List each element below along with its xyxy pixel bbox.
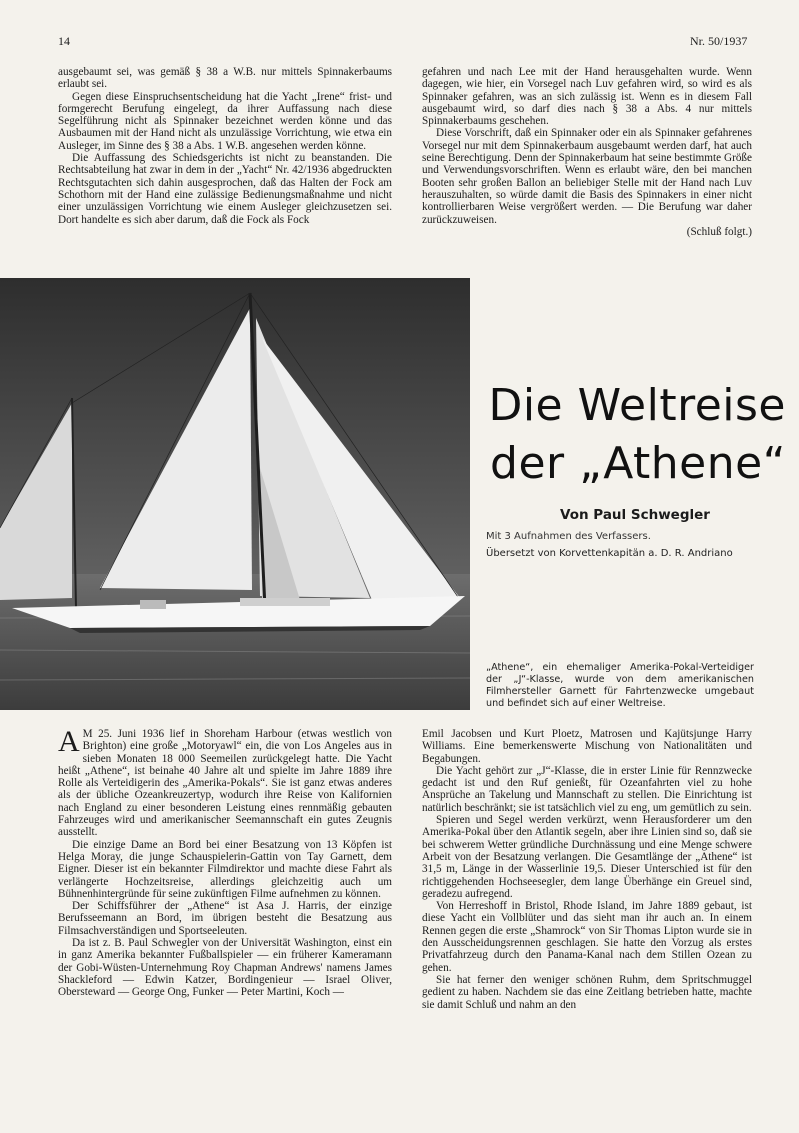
paragraph: Emil Jacobsen und Kurt Ploetz, Matrosen und Kajütsjunge Harry Williams. Eine bemerkenswerte Mischung von Nationalitäten und Begabungen. (422, 728, 752, 765)
article-right-column (422, 728, 752, 1011)
article-title-line-2: der „Athene“ (490, 438, 786, 489)
article-title-line-1: Die Weltreise (488, 380, 786, 431)
photo-caption: „Athene“, ein ehemaliger Amerika-Pokal-Verteidiger der „J“-Klasse, wurde von dem amerikanischen Filmhersteller Garnett für Fahrtenzwecke umgebaut und befindet sich auf einer Weltreise. (486, 662, 754, 709)
top-left-column (58, 66, 392, 226)
photo-credit: Mit 3 Aufnahmen des Verfassers. (486, 531, 651, 542)
paragraph: Da ist z. B. Paul Schwegler von der Universität Washington, einst ein in ganz Amerika bekannter Fußballspieler — ein früherer Kameramann der Gobi-Wüsten-Unternehmung Roy Chapman Andrews' namens James Shackleford — Edwin Katzer, Bordingenieur — Israel Oliver, Obersteward — George Ong, Funker — Peter Martini, Koch — (58, 937, 392, 999)
page-number: 14 (58, 34, 70, 48)
paragraph: Der Schiffsführer der „Athene“ ist Asa J. Harris, der einzige Berufsseemann an Bord, im übrigen besteht die Besatzung aus Filmsachverständigen und Sportseeleuten. (58, 900, 392, 937)
issue-number: Nr. 50/1937 (690, 34, 748, 48)
byline: Von Paul Schwegler (560, 507, 710, 523)
drop-cap: A (58, 725, 80, 758)
paragraph: ausgebaumt sei, was gemäß § 38 a W.B. nur mittels Spinnakerbaums erlaubt sei. (58, 66, 392, 91)
top-right-column (422, 66, 752, 238)
paragraph: Sie hat ferner den weniger schönen Ruhm, dem Spritschmuggel gedient zu haben. Nachdem sie das eine Zeitlang betrieben hatte, machte sie damit Schluß und nahm an den (422, 973, 752, 1011)
paragraph: Die Yacht gehört zur „J“-Klasse, die in erster Linie für Rennzwecke gedacht ist und den Ruf genießt, für Ozeanfahrten viel zu hohe Ansprüche an Takelung und Mannschaft zu stellen. Die Einrichtung ist natürlich beschränkt; sie ist tatsächlich viel zu eng, um gemütlich zu sein. (422, 764, 752, 814)
paragraph: Von Herreshoff in Bristol, Rhode Island, im Jahre 1889 gebaut, ist diese Yacht ein Vollblüter und das sieht man ihr auch an. In einem Rennen gegen die erste „Shamrock“ von Sir Thomas Lipton wurde sie in den Ausscheidungsrennen geschlagen. Sie hatte den Vorzug als erstes Privatfahrzeug durch den Panama-Kanal nach dem Stillen Ozean zu gehen. (422, 900, 752, 974)
paragraph: gefahren und nach Lee mit der Hand herausgehalten wurde. Wenn dagegen, wie hier, ein Vorsegel nach Luv gefahren wird, so wird es als Spinnaker gefahren, was an sich zulässig ist. Wenn es in diesem Fall ausgebaumt wird, so darf dies nach § 38 a Abs. 4 nur mittels Spinnakerbaums geschehen. (422, 66, 752, 128)
paragraph: Die Auffassung des Schiedsgerichts ist nicht zu beanstanden. Die Rechtsabteilung hat zwar in dem in der „Yacht“ Nr. 42/1936 abgedruckten Rechtsgutachten sich dahin ausgesprochen, daß das Halten der Fock am Schothorn mit der Hand eine zulässige Bedienungsmaßnahme und nicht einer unzulässigen Vorrichtung wie einem Ausleger gleichzusetzen sei. Dort handelte es sich aber darum, daß die Fock als Fock (58, 152, 392, 226)
paragraph: Gegen diese Einspruchsentscheidung hat die Yacht „Irene“ frist- und formgerecht Berufung eingelegt, da ihrer Auffassung nach diese Segelführung nicht als Spinnaker bezeichnet werden könne und das Ausbaumen mit der Hand nicht als unzulässige Vorrichtung, wie etwa ein Ausleger, im Sinne des § 38 a Abs. 1 W.B. angesehen werden könne. (58, 90, 392, 152)
paragraph-text: M 25. Juni 1936 lief in Shoreham Harbour (etwas westlich von Brighton) eine große „Motoryawl“ ein, die von Los Angeles aus in sieben Monaten 18 000 Seemeilen zurückgelegt hatte. Die Yacht heißt „Athene“, ist beinahe 40 Jahre alt und spielte im Jahre 1889 ihre Rolle als Verteidigerin des „Amerika-Pokals“. Sie ist ganz etwas anderes als der übliche Ozeankreuzertyp, wodurch ihre Reise von Kalifornien nach England zu einer besonderen Leistung eines rennmäßig gebauten Fahrzeuges wird und amerikanischer Seemannschaft ein gutes Zeugnis ausstellt. (58, 728, 392, 839)
to-be-continued-note: (Schluß folgt.) (686, 225, 752, 238)
paragraph: Spieren und Segel werden verkürzt, wenn Herausforderer um den Amerika-Pokal über den Atlantik segeln, aber ihre Linien sind so, daß sie bei schwerem Wetter gründliche Durchnässung und eine Menge schwere Arbeit von der Besatzung verlangen. Die Gesamtlänge der „Athene“ ist 31,5 m, Länge in der Wasserlinie 19,5. Dieser Unterschied ist für den richtiggehenden Hochseesegler, dem lange Überhänge ein Greuel sind, geradezu aufregend. (422, 814, 752, 900)
first-paragraph (58, 725, 392, 839)
yacht-photo (0, 278, 470, 710)
paragraph: Diese Vorschrift, daß ein Spinnaker oder ein als Spinnaker gefahrenes Vorsegel nur mit dem Spinnakerbaum ausgebaumt werden darf, hat auch seine Berechtigung. Denn der Spinnakerbaum hat seine bestimmte Größe und Verwendungsvorschriften. Wenn es erlaubt wäre, den bei manchen Booten sehr großen Ballon an beliebiger Stelle mit der Hand nach Luv herauszuhalten, so würde damit die Basis des Spinnakers in einer nicht kontrollierbaren Weise vergrößert werden. — Die Berufung war daher zurückzuweisen. (422, 127, 752, 226)
article-left-column (58, 725, 392, 999)
paragraph: Die einzige Dame an Bord bei einer Besatzung von 13 Köpfen ist Helga Moray, die junge Schauspielerin-Gattin von Tay Garnett, dem Eigner. Dieser ist ein bekannter Filmdirektor und machte diese Fahrt als verlängerte Hochzeitsreise, allerdings gleichzeitig auch um Bühnenhintergründe für seine zukünftigen Filme aufnehmen zu können. (58, 838, 392, 900)
translator-note: Übersetzt von Korvettenkapitän a. D. R. Andriano (486, 548, 733, 559)
